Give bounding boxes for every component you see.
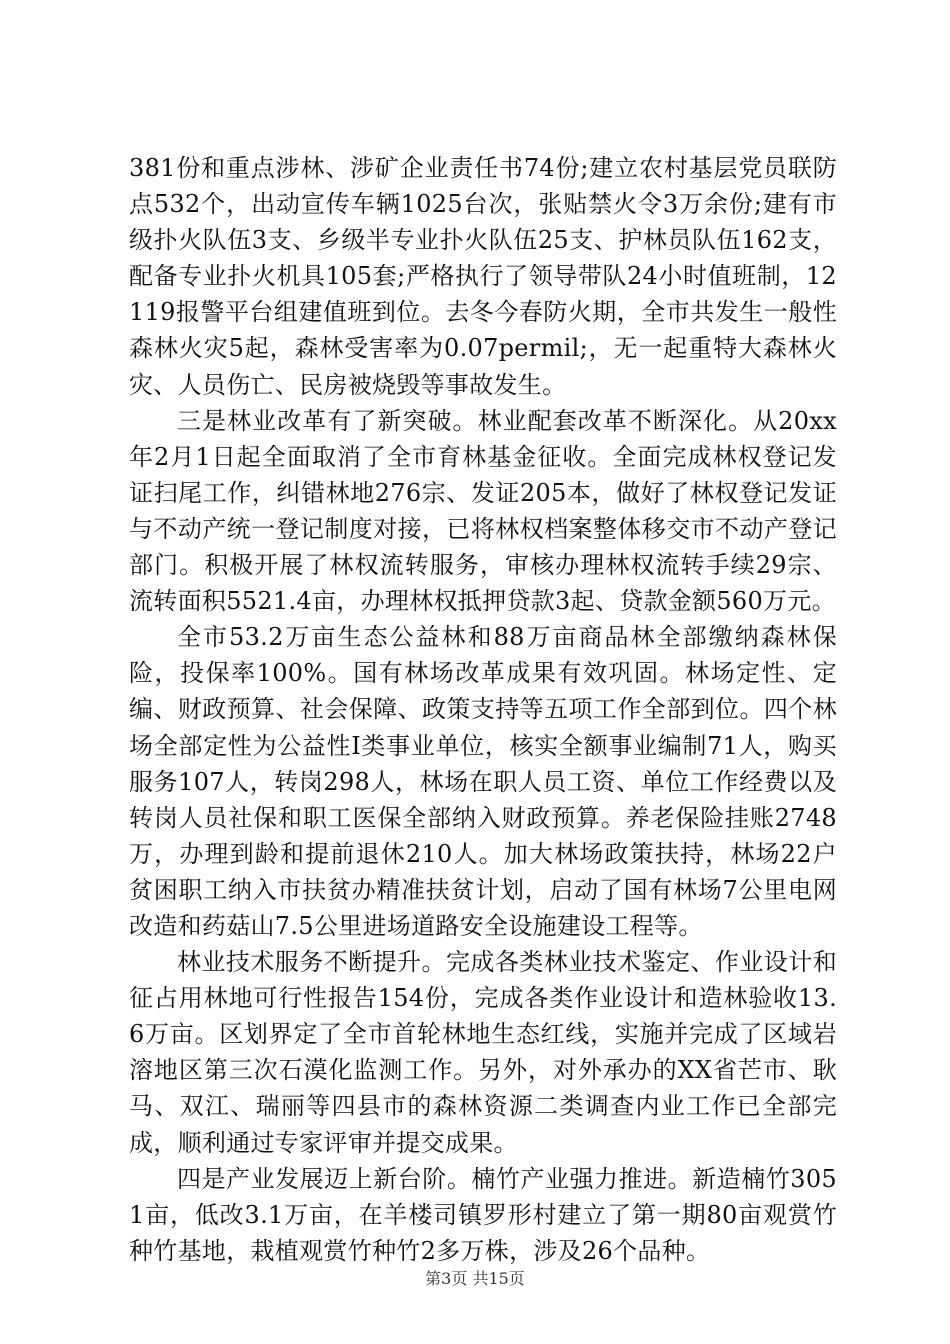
paragraph-technical-service: 林业技术服务不断提升。完成各类林业技术鉴定、作业设计和征占用林地可行性报告154份，完成各类作业设计和造林验收13.6万亩。区划界定了全市首轮林地生态红线，实施并完成了区域岩溶地区第三次石漠化监测工作。另外，对外承办的XX省芒市、耿马、双江、瑞丽等四县市的森林资源二类调查内业工作已全部完成，顺利通过专家评审并提交成果。 xyxy=(129,948,837,1157)
paragraph-fire-prevention: 381份和重点涉林、涉矿企业责任书74份;建立农村基层党员联防点532个，出动宣传车辆1025台次，张贴禁火令3万余份;建有市级扑火队伍3支、乡级半专业扑火队伍25支、护林员队伍162支，配备专业扑火机具105套;严格执行了领导带队24小时值班制，12119报警平台组建值班到位。去冬今春防火期，全市共发生一般性森林火灾5起，森林受害率为0.07permil;，无一起重特大森林火灾、人员伤亡、民房被烧毁等事故发生。 xyxy=(129,154,837,399)
page-footer: 第3页 共15页 xyxy=(425,1269,525,1288)
paragraph-industry-development: 四是产业发展迈上新台阶。楠竹产业强力推进。新造楠竹3051亩，低改3.1万亩，在羊楼司镇罗形村建立了第一期80亩观赏竹种竹基地，栽植观赏竹种竹2多万株，涉及26个品种。 xyxy=(129,1164,837,1265)
document-body xyxy=(129,150,837,1269)
paragraph-forest-insurance: 全市53.2万亩生态公益林和88万亩商品林全部缴纳森林保险，投保率100%。国有林场改革成果有效巩固。林场定性、定编、财政预算、社会保障、政策支持等五项工作全部到位。四个林场全部定性为公益性Ⅰ类事业单位，核实全额事业编制71人，购买服务107人，转岗298人，林场在职人员工资、单位工作经费以及转岗人员社保和职工医保全部纳入财政预算。养老保险挂账2748万，办理到龄和提前退休210人。加大林场政策扶持，林场22户贫困职工纳入市扶贫办精准扶贫计划，启动了国有林场7公里电网改造和药菇山7.5公里进场道路安全设施建设工程等。 xyxy=(129,623,837,940)
paragraph-forestry-reform: 三是林业改革有了新突破。林业配套改革不断深化。从20xx年2月1日起全面取消了全市育林基金征收。全面完成林权登记发证扫尾工作，纠错林地276宗、发证205本，做好了林权登记发证与不动产统一登记制度对接，已将林权档案整体移交市不动产登记部门。积极开展了林权流转服务，审核办理林权流转手续29宗、流转面积5521.4亩，办理林权抵押贷款3起、贷款金额560万元。 xyxy=(129,406,837,616)
